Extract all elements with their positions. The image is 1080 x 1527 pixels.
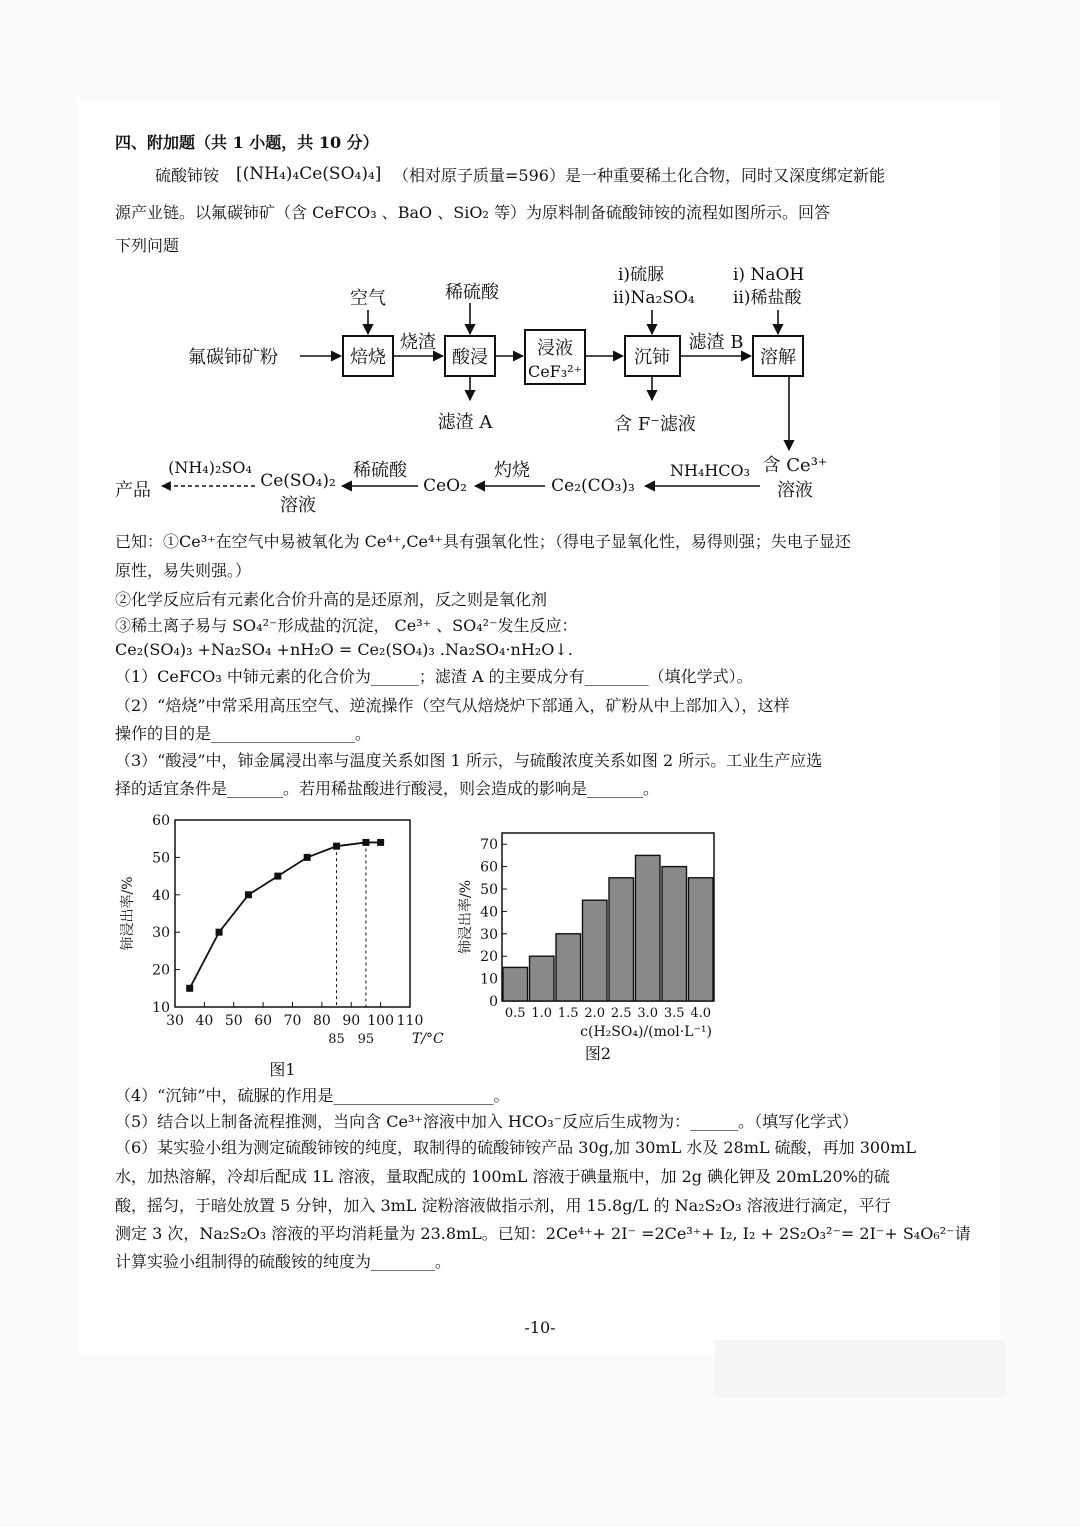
chart1-xtick-label: 50 [224,1013,243,1029]
chart2-xtick-label: 2.5 [610,1006,632,1021]
chart1-data-point [333,843,340,850]
chart2-ytick-label: 0 [489,994,498,1010]
dissolve-reagent2-label: ⅱ)稀盐酸 [733,288,802,308]
chart2-bar [609,878,634,1001]
chart2-xtick-label: 3.5 [663,1006,685,1021]
chart2-ytick-label: 70 [480,837,498,854]
chart1-ytick-label: 60 [152,813,170,829]
known-2: ②化学反应后有元素化合价升高的是还原剂，反之则是氧化剂 [115,590,548,609]
chart1-xtick-label: 70 [283,1013,302,1029]
chart2-bar [583,900,608,1001]
chart2-xtick-label: 3.0 [637,1006,659,1021]
product-label: 产品 [115,480,151,501]
chart1-xtick-label: 80 [312,1013,331,1029]
question-1: （1）CeFCO₃ 中铈元素的化合价为______；滤渣 A 的主要成分有________（填化学式）。 [115,667,753,686]
chart2-ylabel: 铈浸出率/% [458,879,474,955]
chart1-xtick-label: 110 [396,1013,424,1029]
chart1-xlabel: T/°C [412,1031,444,1047]
chart2-bar [689,878,714,1001]
chart1-ytick-label: 30 [152,925,170,942]
scan-blank-area [715,1340,1005,1398]
page-number: -10- [524,1318,556,1337]
chart2-xtick-label: 0.5 [504,1006,526,1021]
raw-material-label: 氟碳铈矿粉 [188,347,278,368]
precip-label: 沉铈 [634,347,670,368]
slag-label: 烧渣 [400,332,436,353]
ceso4-label1: Ce(SO₄)₂ [260,471,336,491]
question-2a: （2）“焙烧”中常采用高压空气、逆流操作（空气从焙烧炉下部通入，矿粉从中上部加入），这样 [115,696,790,715]
question-4: （4）“沉铈”中，硫脲的作用是____________________。 [115,1086,510,1105]
chart1-xtick-label: 30 [166,1013,184,1029]
leachate-label1: 浸液 [537,338,573,359]
air-label: 空气 [350,288,386,309]
chart1-data-point [245,891,252,898]
chart2-bar [636,855,661,1001]
question-3b: 择的适宜条件是_______。若用稀盐酸进行酸浸，则会造成的影响是_______。 [115,779,660,798]
chart1-series-line [190,842,381,988]
known-3: ③稀土离子易与 SO₄²⁻形成盐的沉淀， Ce³⁺ 、SO₄²⁻发生反应： [115,616,578,635]
chart1-xtick-label: 60 [254,1013,273,1029]
chart1-reference-label: 95 [357,1032,375,1047]
residue-a-label: 滤渣 A [437,412,493,433]
nh4so4-label: (NH₄)₂SO₄ [168,458,252,477]
chart2-ytick-label: 10 [480,971,498,988]
dissolve-label: 溶解 [760,347,796,368]
question-6c: 酸，摇匀，于暗处放置 5 分钟，加入 3mL 淀粉溶液做指示剂，用 15.8g/L 的 Na₂S₂O₃ 溶液进行滴定，平行 [115,1196,891,1215]
chart2-bar [662,867,687,1001]
chart1-ytick-label: 10 [152,1000,170,1016]
chart2-title: 图2 [584,1044,612,1063]
chart2-ytick-label: 60 [480,859,498,876]
dissolve-reagent1-label: ⅰ) NaOH [733,265,805,285]
chart1-data-point [304,854,311,861]
chart2-bar [530,956,555,1001]
ce-solution-label2: 溶液 [777,480,813,501]
chart1-data-point [274,873,281,880]
chart2-ytick-label: 30 [480,926,498,943]
chart1-xtick-label: 40 [195,1013,214,1029]
question-6b: 水，加热溶解，冷却后配成 1L 溶液，量取配成的 100mL 溶液于碘量瓶中，加 2g 碘化钾及 20mL20%的硫 [115,1167,890,1186]
f-filtrate-label: 含 F⁻滤液 [614,414,696,435]
h2so4-top-label: 稀硫酸 [445,282,499,303]
chart2-xtick-label: 2.0 [584,1006,606,1021]
intro-line1-a: 硫酸铈铵 [155,166,220,185]
question-5: （5）结合以上制备流程推测，当向含 Ce³⁺溶液中加入 HCO₃⁻反应后生成物为：______。（填写化学式） [115,1112,859,1131]
leachate-label2: CeF₃²⁺ [527,362,583,381]
acid-leach-label: 酸浸 [452,347,488,368]
precip-reagent1-label: ⅰ)硫脲 [618,265,665,285]
figure1-line-chart [110,805,444,1079]
nh4hco3-label: NH₄HCO₃ [669,461,751,480]
chart2-xtick-label: 4.0 [690,1006,712,1021]
ce-solution-label1: 含 Ce³⁺ [762,455,828,476]
chart2-xlabel: c(H₂SO₄)/(mol·L⁻¹) [580,1024,712,1040]
chart1-ytick-label: 20 [152,962,170,979]
chart1-xtick-label: 90 [342,1013,361,1029]
process-flowchart [0,258,1080,518]
h2so4-bottom-label: 稀硫酸 [353,460,407,481]
known-1a: 已知：①Ce³⁺在空气中易被氧化为 Ce⁴⁺,Ce⁴⁺具有强氧化性；（得电子显氧化性，易得则强；失电子显还 [115,532,851,551]
chart1-ytick-label: 50 [152,850,170,867]
roast-label: 焙烧 [350,347,386,368]
chart2-bar [556,934,581,1001]
chart2-ytick-label: 50 [480,882,498,898]
question-6a: （6）某实验小组为测定硫酸铈铵的纯度，取制得的硫酸铈铵产品 30g,加 30mL 水及 28mL 硫酸，再加 300mL [115,1138,917,1157]
chart1-reference-label: 85 [328,1032,345,1047]
chart1-data-point [216,929,223,936]
known-4: Ce₂(SO₄)₃ +Na₂SO₄ +nH₂O = Ce₂(SO₄)₃ .Na₂SO₄·nH₂O↓. [115,640,573,659]
chart1-data-point [362,839,369,846]
chart1-ylabel: 铈浸出率/% [120,876,136,951]
ceso4-label2: 溶液 [280,495,316,516]
figure2-bar-chart [450,818,770,1088]
section-heading: 四、附加题（共 1 小题，共 10 分） [115,133,379,152]
question-6e: 计算实验小组制得的硫酸铵的纯度为________。 [115,1252,452,1271]
intro-line3: 下列问题 [115,236,180,255]
question-6d: 测定 3 次，Na₂S₂O₃ 溶液的平均消耗量为 23.8mL。已知：2Ce⁴⁺+ 2I⁻ =2Ce³⁺+ I₂, I₂ + 2S₂O₃²⁻= 2I⁻+ S₄O₆²⁻请 [115,1224,971,1243]
chart1-frame [175,820,410,1007]
chart1-title: 图1 [269,1060,296,1079]
chart2-ytick-label: 40 [480,904,498,921]
intro-line2: 源产业链。以氟碳铈矿（含 CeFCO₃ 、BaO 、SiO₂ 等）为原料制备硫酸铈铵的流程如图所示。回答 [115,203,830,222]
calcine-label: 灼烧 [494,460,530,481]
precip-reagent2-label: ⅱ)Na₂SO₄ [613,288,695,308]
residue-b-label: 滤渣 B [688,332,744,353]
chart1-ytick-label: 40 [152,887,170,904]
chart1-data-point [186,985,193,992]
question-2b: 操作的目的是__________________。 [115,724,372,743]
formula-text: [(NH₄)₄Ce(SO₄)₄] [236,164,382,184]
intro-line1-b: （相对原子质量=596）是一种重要稀土化合物，同时又深度绑定新能 [393,166,885,185]
chart1-data-point [377,839,384,846]
chart2-ytick-label: 20 [480,949,498,966]
chart1-xtick-label: 100 [367,1013,394,1029]
chart2-xtick-label: 1.0 [531,1006,553,1021]
known-1b: 原性，易失则强。） [115,561,252,580]
ceo2-label: CeO₂ [423,476,467,496]
ce2co3-label: Ce₂(CO₃)₃ [551,476,635,496]
question-3a: （3）“酸浸”中，铈金属浸出率与温度关系如图 1 所示，与硫酸浓度关系如图 2 所示。工业生产应选 [115,751,823,770]
chart2-bar [503,967,528,1001]
chart2-xtick-label: 1.5 [557,1006,579,1021]
